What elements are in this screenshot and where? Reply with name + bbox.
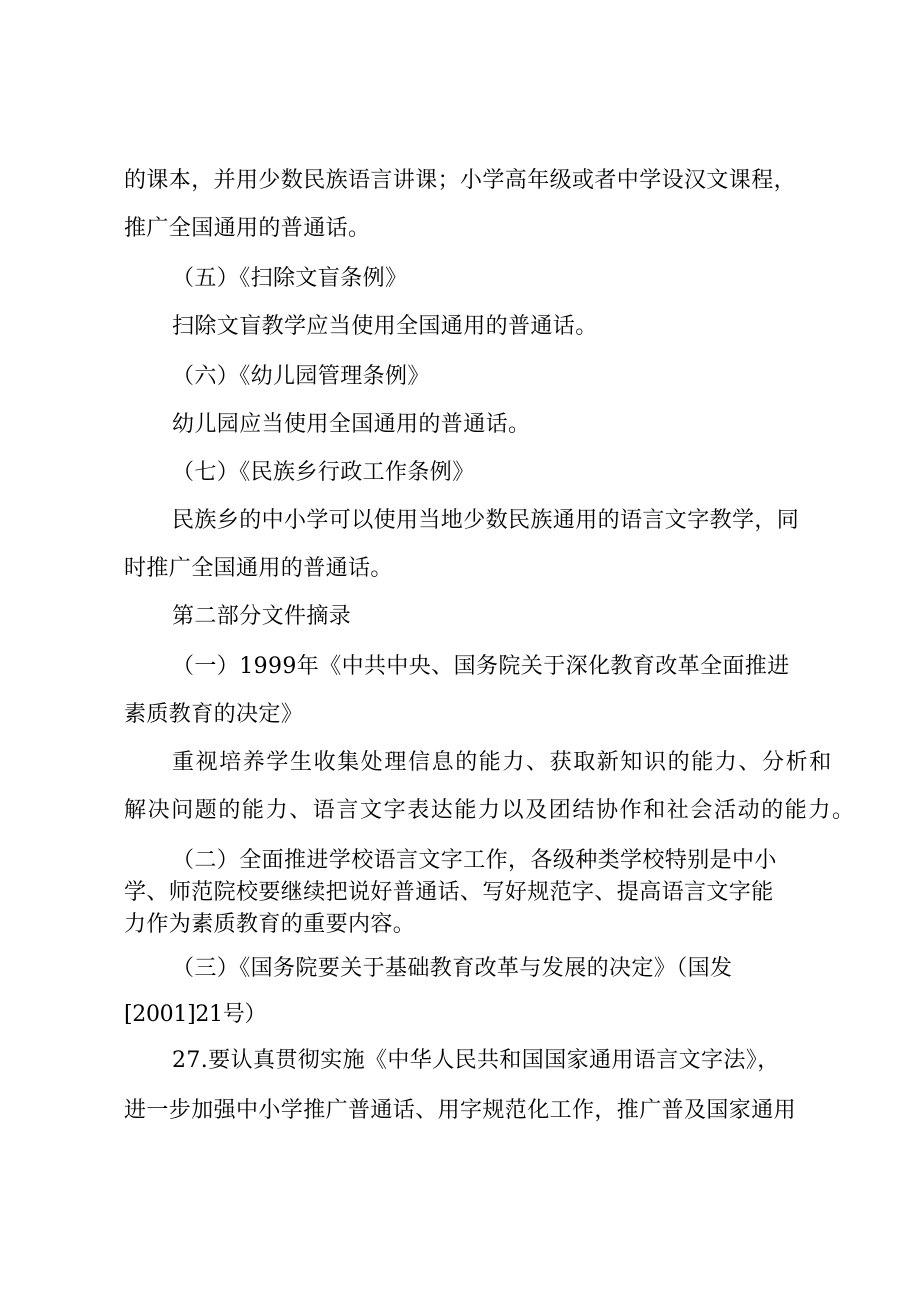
paragraph-line: 扫除文盲教学应当使用全国通用的普通话。 xyxy=(172,314,598,339)
paragraph-line: 力作为素质教育的重要内容。 xyxy=(124,912,416,937)
section-heading-2: （二）全面推进学校语言文字工作，各级种类学校特别是中小 xyxy=(172,848,777,873)
section-heading-1: （一）1999年《中共中央、国务院关于深化教育改革全面推进 xyxy=(172,654,790,679)
paragraph-line: 重视培养学生收集处理信息的能力、获取新知识的能力、分析和 xyxy=(172,750,833,775)
paragraph-line: 27.要认真贯彻实施《中华人民共和国国家通用语言文字法》， xyxy=(172,1048,780,1073)
section-heading-6: （六）《幼儿园管理条例》 xyxy=(172,364,430,389)
paragraph-line: [2001]21号） xyxy=(124,1002,267,1027)
paragraph-line: 进一步加强中小学推广普通话、用字规范化工作，推广普及国家通用 xyxy=(124,1098,797,1123)
paragraph-line: 素质教育的决定》 xyxy=(124,702,304,727)
paragraph-line: 幼儿园应当使用全国通用的普通话。 xyxy=(172,412,531,437)
paragraph-line: 解决问题的能力、语言文字表达能力以及团结协作和社会活动的能力。 xyxy=(124,798,856,823)
section-heading-3: （三）《国务院要关于基础教育改革与发展的决定》（国发 xyxy=(172,956,733,981)
paragraph-line: 推广全国通用的普通话。 xyxy=(124,216,371,241)
paragraph-line: 学、师范院校要继续把说好普通话、写好规范字、提高语言文字能 xyxy=(124,880,774,905)
part-heading: 第二部分文件摘录 xyxy=(172,604,352,629)
section-heading-7: （七）《民族乡行政工作条例》 xyxy=(172,460,475,485)
paragraph-line: 民族乡的中小学可以使用当地少数民族通用的语言文字教学，同 xyxy=(172,508,800,533)
paragraph-line: 时推广全国通用的普通话。 xyxy=(124,556,393,581)
paragraph-line: 的课本，并用少数民族语言讲课；小学高年级或者中学设汉文课程， xyxy=(124,168,797,193)
section-heading-5: （五）《扫除文盲条例》 xyxy=(172,266,408,291)
